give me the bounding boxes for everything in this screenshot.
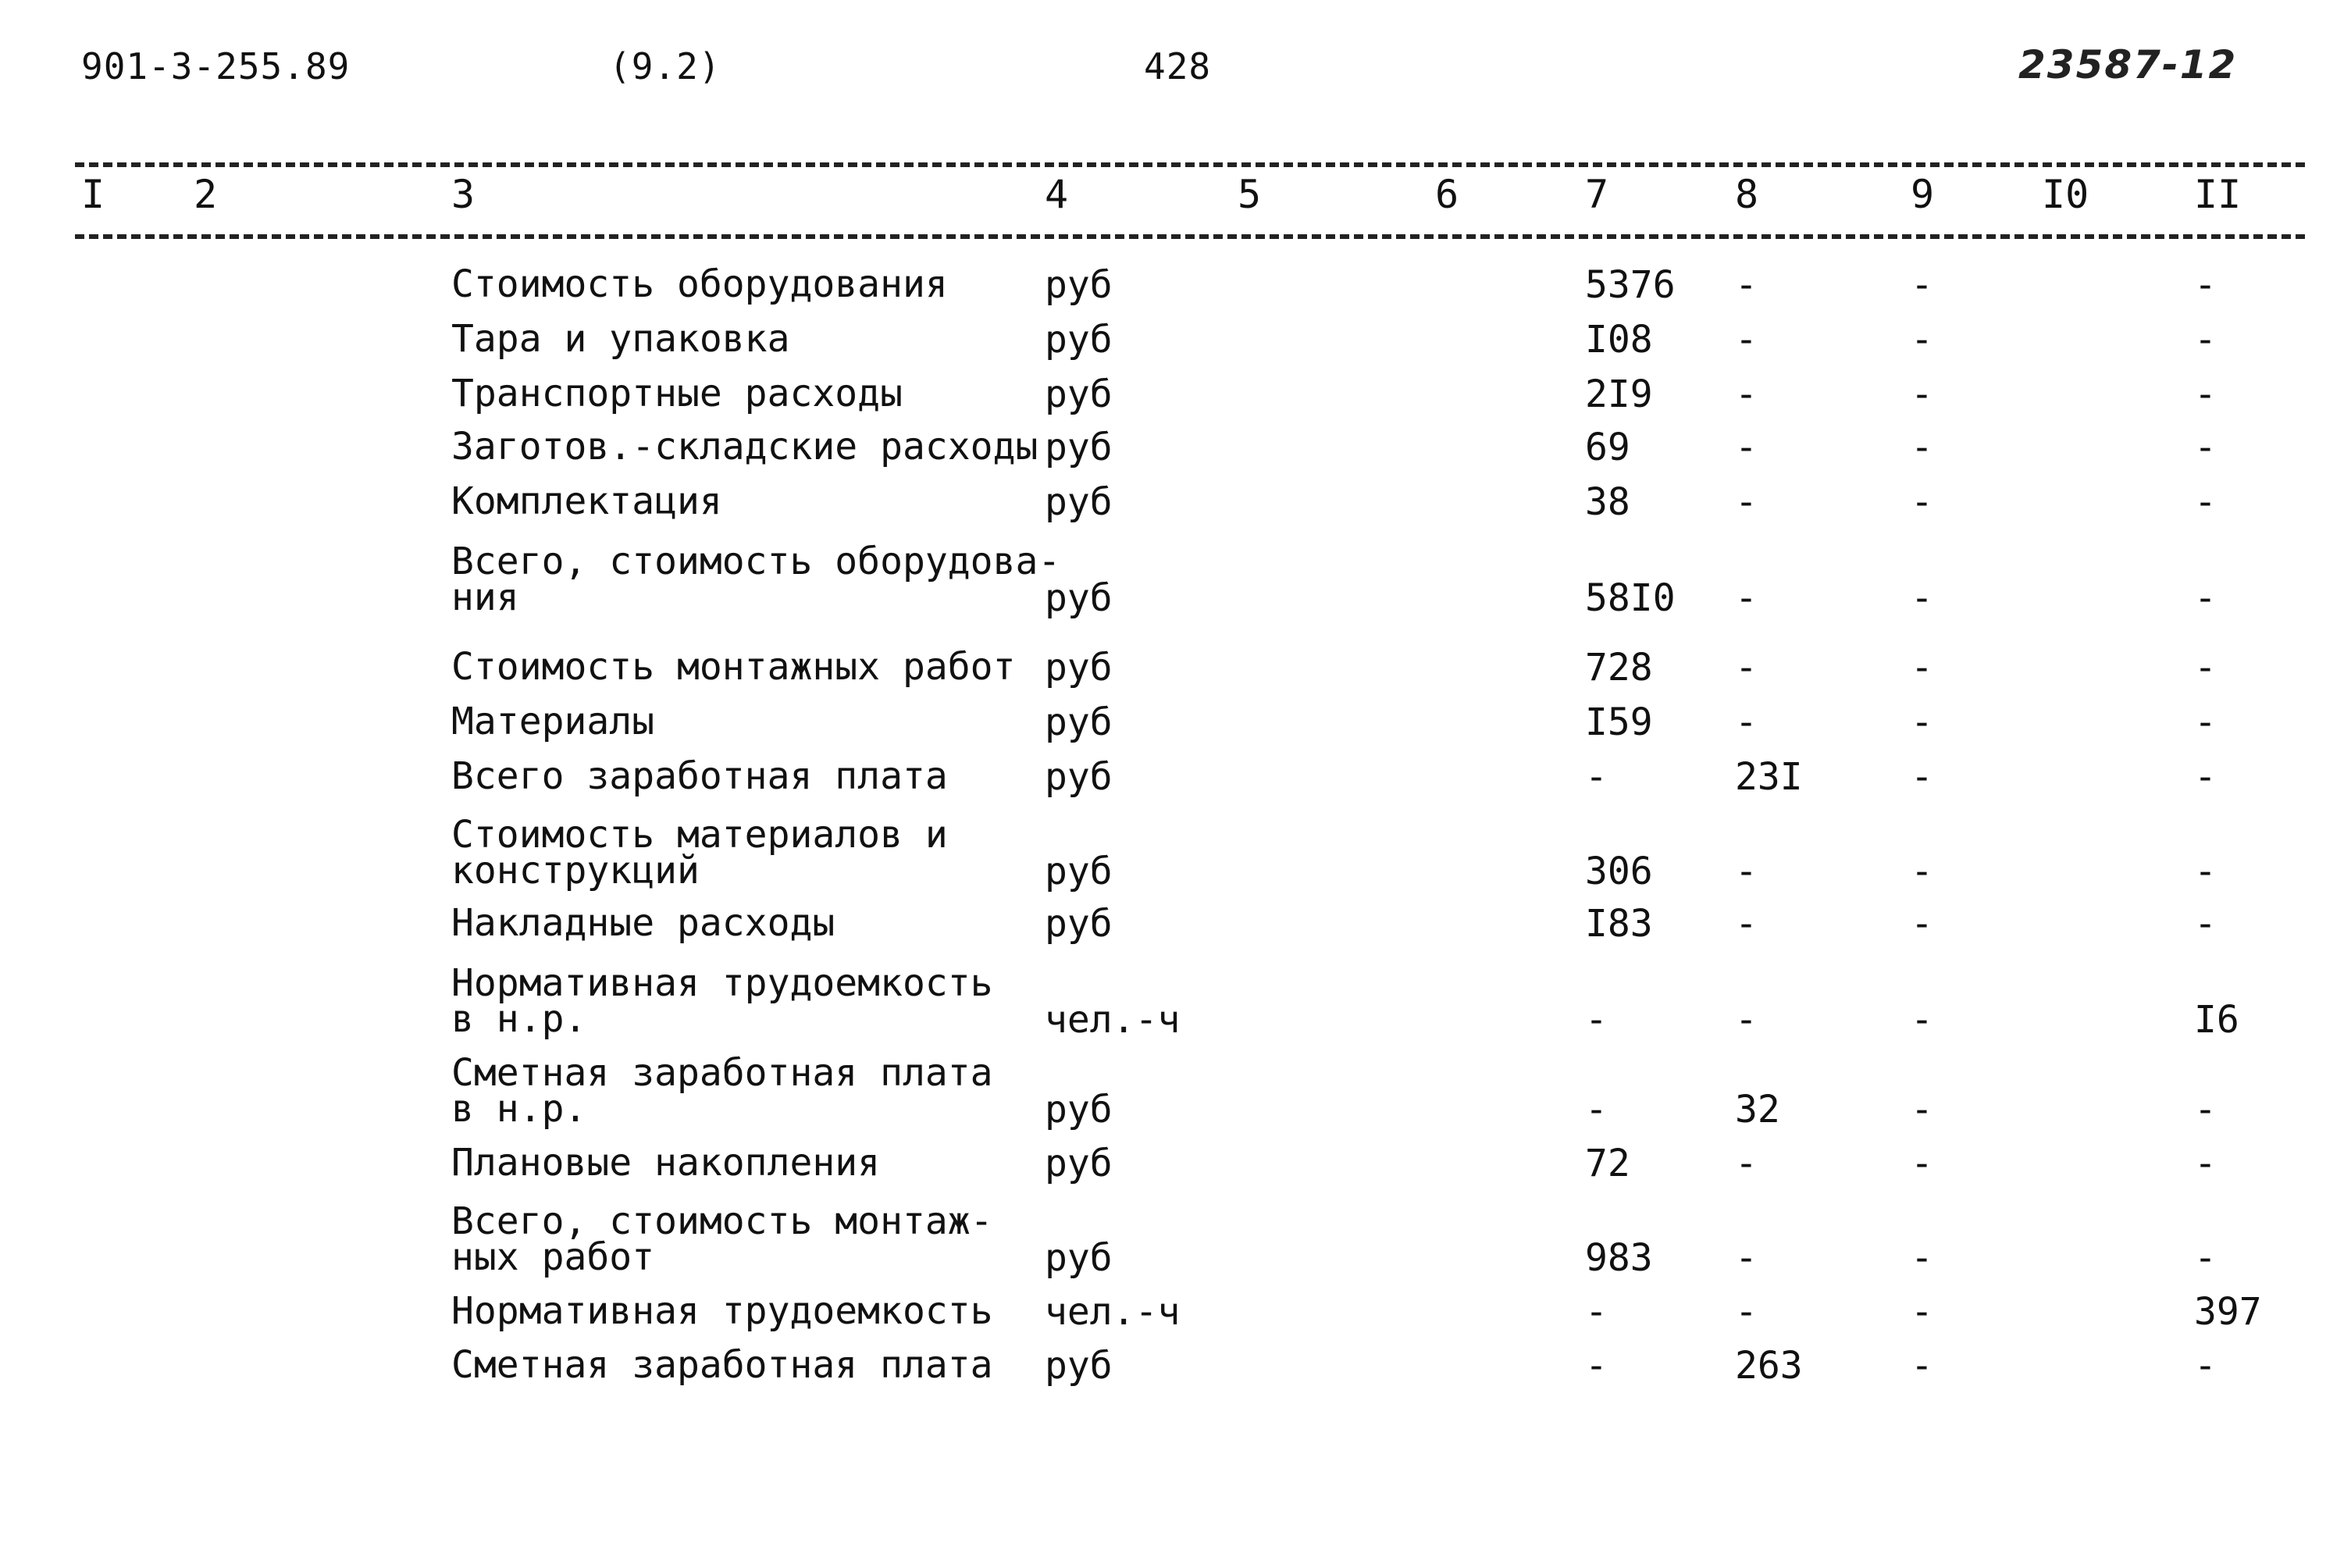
column-header: 9	[1911, 172, 1935, 217]
unit-cell: руб	[1045, 372, 1113, 416]
col8-cell: -	[1735, 372, 1758, 416]
col8-cell: -	[1735, 480, 1758, 524]
item-name: Всего, стоимость монтаж- ных работ	[451, 1199, 993, 1279]
item-name: Плановые накопления	[451, 1141, 881, 1185]
item-name: Заготов.-складские расходы	[451, 425, 1038, 469]
col7-cell: 728	[1585, 646, 1653, 690]
column-header: I	[81, 172, 105, 217]
column-header: 2	[194, 172, 218, 217]
col11-cell: -	[2194, 1088, 2217, 1131]
col11-cell: I6	[2194, 998, 2239, 1042]
col8-cell: -	[1735, 902, 1758, 946]
col7-cell: 983	[1585, 1236, 1653, 1280]
column-header: 8	[1735, 172, 1759, 217]
item-name: Транспортные расходы	[451, 372, 903, 415]
unit-cell: руб	[1045, 480, 1113, 524]
col9-cell: -	[1911, 902, 1933, 946]
col8-cell: 263	[1735, 1344, 1803, 1388]
col7-cell: 5376	[1585, 263, 1676, 307]
unit-cell: руб	[1045, 700, 1113, 744]
unit-cell: руб	[1045, 902, 1113, 946]
col8-cell: -	[1735, 1236, 1758, 1280]
col11-cell: -	[2194, 318, 2217, 362]
unit-cell: чел.-ч	[1045, 998, 1181, 1042]
col7-cell: 69	[1585, 426, 1630, 469]
col11-cell: -	[2194, 755, 2217, 799]
item-name: Материалы	[451, 700, 655, 743]
col7-cell: -	[1585, 1290, 1608, 1334]
col9-cell: -	[1911, 700, 1933, 744]
col9-cell: -	[1911, 850, 1933, 893]
col8-cell: -	[1735, 1290, 1758, 1334]
col7-cell: -	[1585, 1344, 1608, 1388]
col8-cell: 32	[1735, 1088, 1780, 1131]
table-top-rule	[75, 162, 2305, 167]
unit-cell: руб	[1045, 1088, 1113, 1131]
col11-cell: -	[2194, 700, 2217, 744]
item-name: Сметная заработная плата в н.р.	[451, 1051, 993, 1131]
col8-cell: -	[1735, 700, 1758, 744]
col8-cell: -	[1735, 850, 1758, 893]
column-header: 3	[451, 172, 476, 217]
handwritten-stamp: 23587-12	[2018, 42, 2238, 87]
unit-cell: руб	[1045, 1344, 1113, 1388]
unit-cell: руб	[1045, 1142, 1113, 1185]
col7-cell: I08	[1585, 318, 1653, 362]
col9-cell: -	[1911, 426, 1933, 469]
col7-cell: 58I0	[1585, 576, 1676, 620]
unit-cell: руб	[1045, 576, 1113, 620]
col9-cell: -	[1911, 263, 1933, 307]
col9-cell: -	[1911, 1088, 1933, 1131]
col7-cell: -	[1585, 755, 1608, 799]
col11-cell: -	[2194, 646, 2217, 690]
item-name: Комплектация	[451, 479, 722, 523]
unit-cell: чел.-ч	[1045, 1290, 1181, 1334]
unit-cell: руб	[1045, 755, 1113, 799]
item-name: Накладные расходы	[451, 901, 835, 945]
col11-cell: -	[2194, 480, 2217, 524]
column-header: 4	[1045, 172, 1069, 217]
item-name: Тара и упаковка	[451, 317, 790, 361]
column-header: 7	[1585, 172, 1609, 217]
item-name: Всего заработная плата	[451, 754, 948, 798]
col8-cell: -	[1735, 646, 1758, 690]
col11-cell: -	[2194, 372, 2217, 416]
unit-cell: руб	[1045, 1236, 1113, 1280]
col7-cell: I83	[1585, 902, 1653, 946]
item-name: Стоимость монтажных работ	[451, 645, 1016, 689]
unit-cell: руб	[1045, 263, 1113, 307]
col11-cell: -	[2194, 426, 2217, 469]
col9-cell: -	[1911, 1344, 1933, 1388]
col8-cell: -	[1735, 576, 1758, 620]
item-name: Нормативная трудоемкость в н.р.	[451, 961, 993, 1041]
col8-cell: -	[1735, 426, 1758, 469]
col8-cell: -	[1735, 1142, 1758, 1185]
item-name: Стоимость оборудования	[451, 262, 948, 306]
item-name: Стоимость материалов и конструкций	[451, 813, 948, 893]
col9-cell: -	[1911, 480, 1933, 524]
col9-cell: -	[1911, 318, 1933, 362]
col11-cell: 397	[2194, 1290, 2262, 1334]
column-header: I0	[2042, 172, 2089, 217]
col7-cell: 38	[1585, 480, 1630, 524]
item-name: Нормативная трудоемкость	[451, 1289, 993, 1333]
col9-cell: -	[1911, 646, 1933, 690]
col11-cell: -	[2194, 263, 2217, 307]
col11-cell: -	[2194, 902, 2217, 946]
col7-cell: -	[1585, 1088, 1608, 1131]
col9-cell: -	[1911, 1236, 1933, 1280]
col7-cell: 2I9	[1585, 372, 1653, 416]
col9-cell: -	[1911, 1290, 1933, 1334]
item-name: Всего, стоимость оборудова- ния	[451, 540, 1061, 619]
col8-cell: -	[1735, 998, 1758, 1042]
col11-cell: -	[2194, 1142, 2217, 1185]
table-header-rule	[75, 234, 2305, 239]
column-header: 5	[1238, 172, 1262, 217]
col11-cell: -	[2194, 576, 2217, 620]
column-header: 6	[1435, 172, 1459, 217]
col9-cell: -	[1911, 998, 1933, 1042]
col9-cell: -	[1911, 372, 1933, 416]
unit-cell: руб	[1045, 646, 1113, 690]
col7-cell: 72	[1585, 1142, 1630, 1185]
column-header: II	[2194, 172, 2242, 217]
col8-cell: 23I	[1735, 755, 1803, 799]
col8-cell: -	[1735, 263, 1758, 307]
item-name: Сметная заработная плата	[451, 1343, 993, 1387]
document-code: 901-3-255.89	[81, 45, 351, 87]
col11-cell: -	[2194, 850, 2217, 893]
unit-cell: руб	[1045, 850, 1113, 893]
section-number: (9.2)	[609, 45, 721, 87]
col11-cell: -	[2194, 1344, 2217, 1388]
col7-cell: -	[1585, 998, 1608, 1042]
col9-cell: -	[1911, 1142, 1933, 1185]
col11-cell: -	[2194, 1236, 2217, 1280]
page-number: 428	[1144, 45, 1212, 87]
col7-cell: 306	[1585, 850, 1653, 893]
unit-cell: руб	[1045, 426, 1113, 469]
col7-cell: I59	[1585, 700, 1653, 744]
col9-cell: -	[1911, 755, 1933, 799]
col9-cell: -	[1911, 576, 1933, 620]
unit-cell: руб	[1045, 318, 1113, 362]
col8-cell: -	[1735, 318, 1758, 362]
